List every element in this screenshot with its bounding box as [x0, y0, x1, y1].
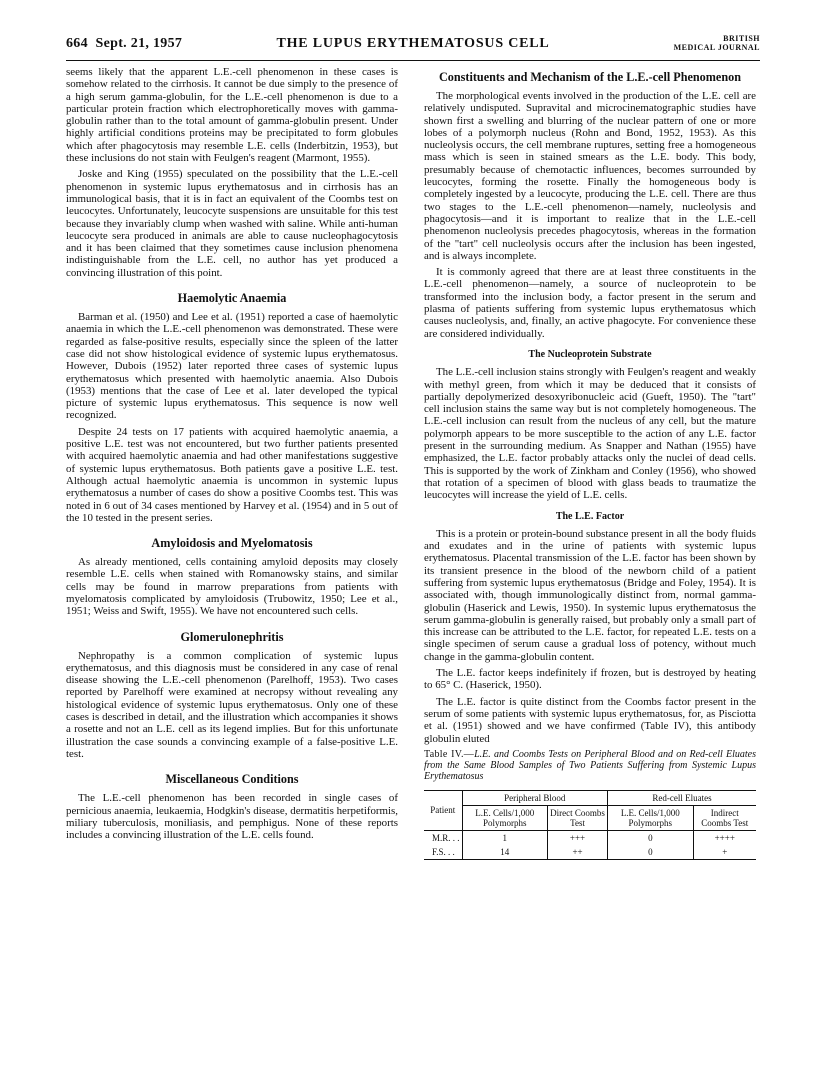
- paragraph: Barman et al. (1950) and Lee et al. (1951) reported a case of haemolytic anaemia in which the L.E.-cell phenomenon was demonstrated. These were regarded as false-positive results, especially since the spleen of the latter case did not show histological evidence of systemic lupus erythematosus. However, Dubois (1952) later reported three cases of systemic lupus erythematosus which presented with haemolytic anaemia. Also Dubois (1953) mentions that the case of Lee et al. later developed the typical picture of systemic lupus erythematosus. This sequence is now well recognized.: [66, 311, 398, 422]
- page-number-date: 664 Sept. 21, 1957: [66, 36, 183, 51]
- paragraph: As already mentioned, cells containing amyloid deposits may closely resemble L.E. cells when stained with Romanowsky stains, and similar cells may be found in marrow preparations from patients with myelomatosis complicated by amyloidosis (Trubowitz, 1950; Lee et al., 1951; Weiss and Swift, 1955). We have not encountered such cells.: [66, 556, 398, 618]
- col-header-le-cells-eluate: L.E. Cells/1,000 Polymorphs: [608, 805, 693, 830]
- col-header-patient: Patient: [424, 790, 462, 830]
- section-heading-constituents: Constituents and Mechanism of the L.E.-cell Phenomenon: [439, 70, 741, 84]
- cell-le-eluate: 0: [608, 845, 693, 860]
- section-heading-amyloidosis: Amyloidosis and Myelomatosis: [151, 536, 313, 551]
- paragraph: Joske and King (1955) speculated on the possibility that the L.E.-cell phenomenon in systemic lupus erythematosus and in cirrhosis has an immunological basis, that it is in fact an equivalent of the Coombs test on leucocytes. Unfortunately, leucocyte suspensions are unsuitable for this test because they invariably clump when washed with saline. While anti-human leucocyte sera produced in animals are able to cause nucleophagocytosis and it has been claimed that they sometimes cause inclusion phenomena indistinguishable from the L.E. cell, no author has yet produced a convincing illustration of this point.: [66, 168, 398, 279]
- paragraph: Despite 24 tests on 17 patients with acquired haemolytic anaemia, a positive L.E. test was not encountered, but two further patients presented with acquired haemolytic anaemia and had other manifestations suggestive of systemic lupus erythematosus. Both patients gave a positive L.E. test. Although actual haemolytic anaemia is uncommon in systemic lupus erythematosus a number of cases do show a positive Coombs test. This was noted in 6 out of 34 cases mentioned by Harvey et al. (1954) and in 5 out of the 10 tested in the present series.: [66, 425, 398, 524]
- table-iv: [424, 790, 756, 860]
- table-row: [424, 845, 756, 860]
- section-heading-miscellaneous: Miscellaneous Conditions: [165, 772, 299, 787]
- cell-patient: F.S. . .: [424, 845, 462, 860]
- paragraph: It is commonly agreed that there are at least three constituents in the L.E.-cell phenomenon—namely, a source of nucleoprotein to be transformed into the inclusion body, a factor present in the serum and plasma of patients suffering from systemic lupus erythematosus which causes nucleolysis, and, finally, an active phagocyte. For convenience these are considered individually.: [424, 266, 756, 340]
- running-title: THE LUPUS ERYTHEMATOSUS CELL: [276, 36, 550, 51]
- paragraph: seems likely that the apparent L.E.-cell phenomenon in these cases is somehow related to the cirrhosis. It cannot be due simply to the presence of a high serum gamma-globulin, for the L.E.-cell phenomenon is due to a particular protein fraction which electrophoretically moves with gamma-globulin rather than to the total amount of gamma-globulin present. Under highly artificial conditions proteins may be precipitated to form globules which after phagocytosis may resemble L.E. cells (Inderbitzin, 1953), but these inclusions do not stain with Feulgen's reagent (Marmont, 1955).: [66, 66, 398, 165]
- table-caption: Table IV.—L.E. and Coombs Tests on Peripheral Blood and on Red-cell Eluates from the Same Blood Samples of Two Patients Suffering from Systemic Lupus Erythematosus: [424, 748, 756, 782]
- col-header-direct-coombs: Direct Coombs Test: [547, 805, 607, 830]
- paragraph: This is a protein or protein-bound substance present in all the body fluids and exudates and in the urine of patients with systemic lupus erythematosus. Placental transmission of the L.E. factor has been shown by its transient presence in the blood of the newborn child of a patient suffering from systemic lupus erythematosus (Bridge and Foley, 1954). It is associated with, though immunologically distinct from, normal gamma-globulin (Haserick and Lewis, 1950). In systemic lupus erythematosus the serum gamma-globulin is generally raised, but probably only a small part of this increase can be attributed to the L.E. factor, for repeated L.E. tests on a single specimen of serum cause a gradual loss of potency, without much change in the gamma-globulin content.: [424, 527, 756, 663]
- col-header-le-cells-pb: L.E. Cells/1,000 Polymorphs: [462, 805, 547, 830]
- paragraph: The L.E.-cell inclusion stains strongly with Feulgen's reagent and weakly with methyl green, from which it may be deduced that it consists of partially depolymerized desoxyribonucleic acid (Gueft, 1950). The "tart" cell inclusion stains the same way but is not completely homogeneous. The L.E.-cell inclusion can result from the nucleus of any cell, but the mature polymorph appears to be more susceptible to the action of any L.E. factor present in the surrounding medium. As Snapper and Nathan (1955) have emphasized, the L.E. factor probably attacks only the nuclei of dead cells. This is supported by the work of Zinkham and Conley (1956), who showed that rotation of a specimen of blood with glass beads to traumatize the leucocytes will increase the yield of L.E. cells.: [424, 366, 756, 502]
- cell-patient: M.R. . .: [432, 832, 460, 843]
- page-header: [66, 34, 760, 61]
- right-column: [424, 66, 756, 860]
- paragraph: The L.E. factor is quite distinct from the Coombs factor present in the serum of some patients with systemic lupus erythematosus, for, as Pisciotta et al. (1951) showed and we have confirmed (Table IV), this antibody globulin eluted: [424, 695, 756, 745]
- journal-name: BRITISH MEDICAL JOURNAL: [673, 34, 760, 52]
- paragraph: The L.E. factor keeps indefinitely if frozen, but is destroyed by heating to 65° C. (Haserick, 1950).: [424, 667, 756, 692]
- section-heading-glomerulonephritis: Glomerulonephritis: [180, 629, 284, 644]
- cell-coombs-direct: +++: [547, 830, 607, 845]
- paragraph: The morphological events involved in the production of the L.E. cell are relatively undisputed. Supravital and microcinematographic studies have shown first a swelling and blurring of the nuclear pattern of one or more lobes of a polymorph nucleus (Rohn and Bond, 1952, 1953). As this nucleolysis occurs, the cell membrane ruptures, setting free a homogeneous mass which is seen in stained smears as the L.E. body. This body, presumably because of chemotactic influences, becomes surrounded by leucocytes, forming the rosette. Finally the homogeneous body is completely ingested by a leucocyte, producing the L.E. cell. There are thus two stages to the L.E.-cell phenomenon—namely, nucleolysis and phagocytosis—and it is important to realize that in the L.E.-cell phenomenon nucleolysis precedes phagocytosis, whereas in the formation of the "tart" cell nucleolysis occurs after the inclusion has been ingested, and is always incomplete.: [424, 90, 756, 262]
- table-row: [424, 830, 756, 845]
- left-column: [66, 66, 398, 845]
- cell-le-pb: 14: [462, 845, 547, 860]
- paragraph: The L.E.-cell phenomenon has been recorded in single cases of pernicious anaemia, leukaemia, Hodgkin's disease, dermatitis herpetiformis, miliary tuberculosis, moniliasis, and pemphigus. None of these reports includes a convincing illustration of the L.E. cells found.: [66, 792, 398, 842]
- cell-coombs-indirect: +: [693, 845, 756, 860]
- section-heading-haemolytic-anaemia: Haemolytic Anaemia: [177, 291, 287, 306]
- paragraph: Nephropathy is a common complication of systemic lupus erythematosus, and this diagnosis must be considered in any case of renal disease showing the L.E.-cell phenomenon (Parelhoff, 1953). Two cases reported by Parelhoff were examined at necropsy without revealing any histological evidence of systemic lupus erythematosus. Only one of these cases is described in detail, and the illustration which accompanies it shows a rosette and not an L.E. cell as its legend implies. But for this unfortunate illustration the case sounds a convincing example of a false-positive L.E. test.: [66, 649, 398, 760]
- cell-le-eluate: 0: [608, 830, 693, 845]
- cell-coombs-direct: ++: [547, 845, 607, 860]
- group-header-red-cell-eluates: Red-cell Eluates: [608, 790, 756, 805]
- subheading-le-factor: The L.E. Factor: [555, 510, 625, 522]
- group-header-peripheral-blood: Peripheral Blood: [462, 790, 608, 805]
- col-header-indirect-coombs: Indirect Coombs Test: [693, 805, 756, 830]
- subheading-nucleoprotein: The Nucleoprotein Substrate: [528, 348, 652, 360]
- cell-le-pb: 1: [462, 830, 547, 845]
- cell-coombs-indirect: ++++: [693, 830, 756, 845]
